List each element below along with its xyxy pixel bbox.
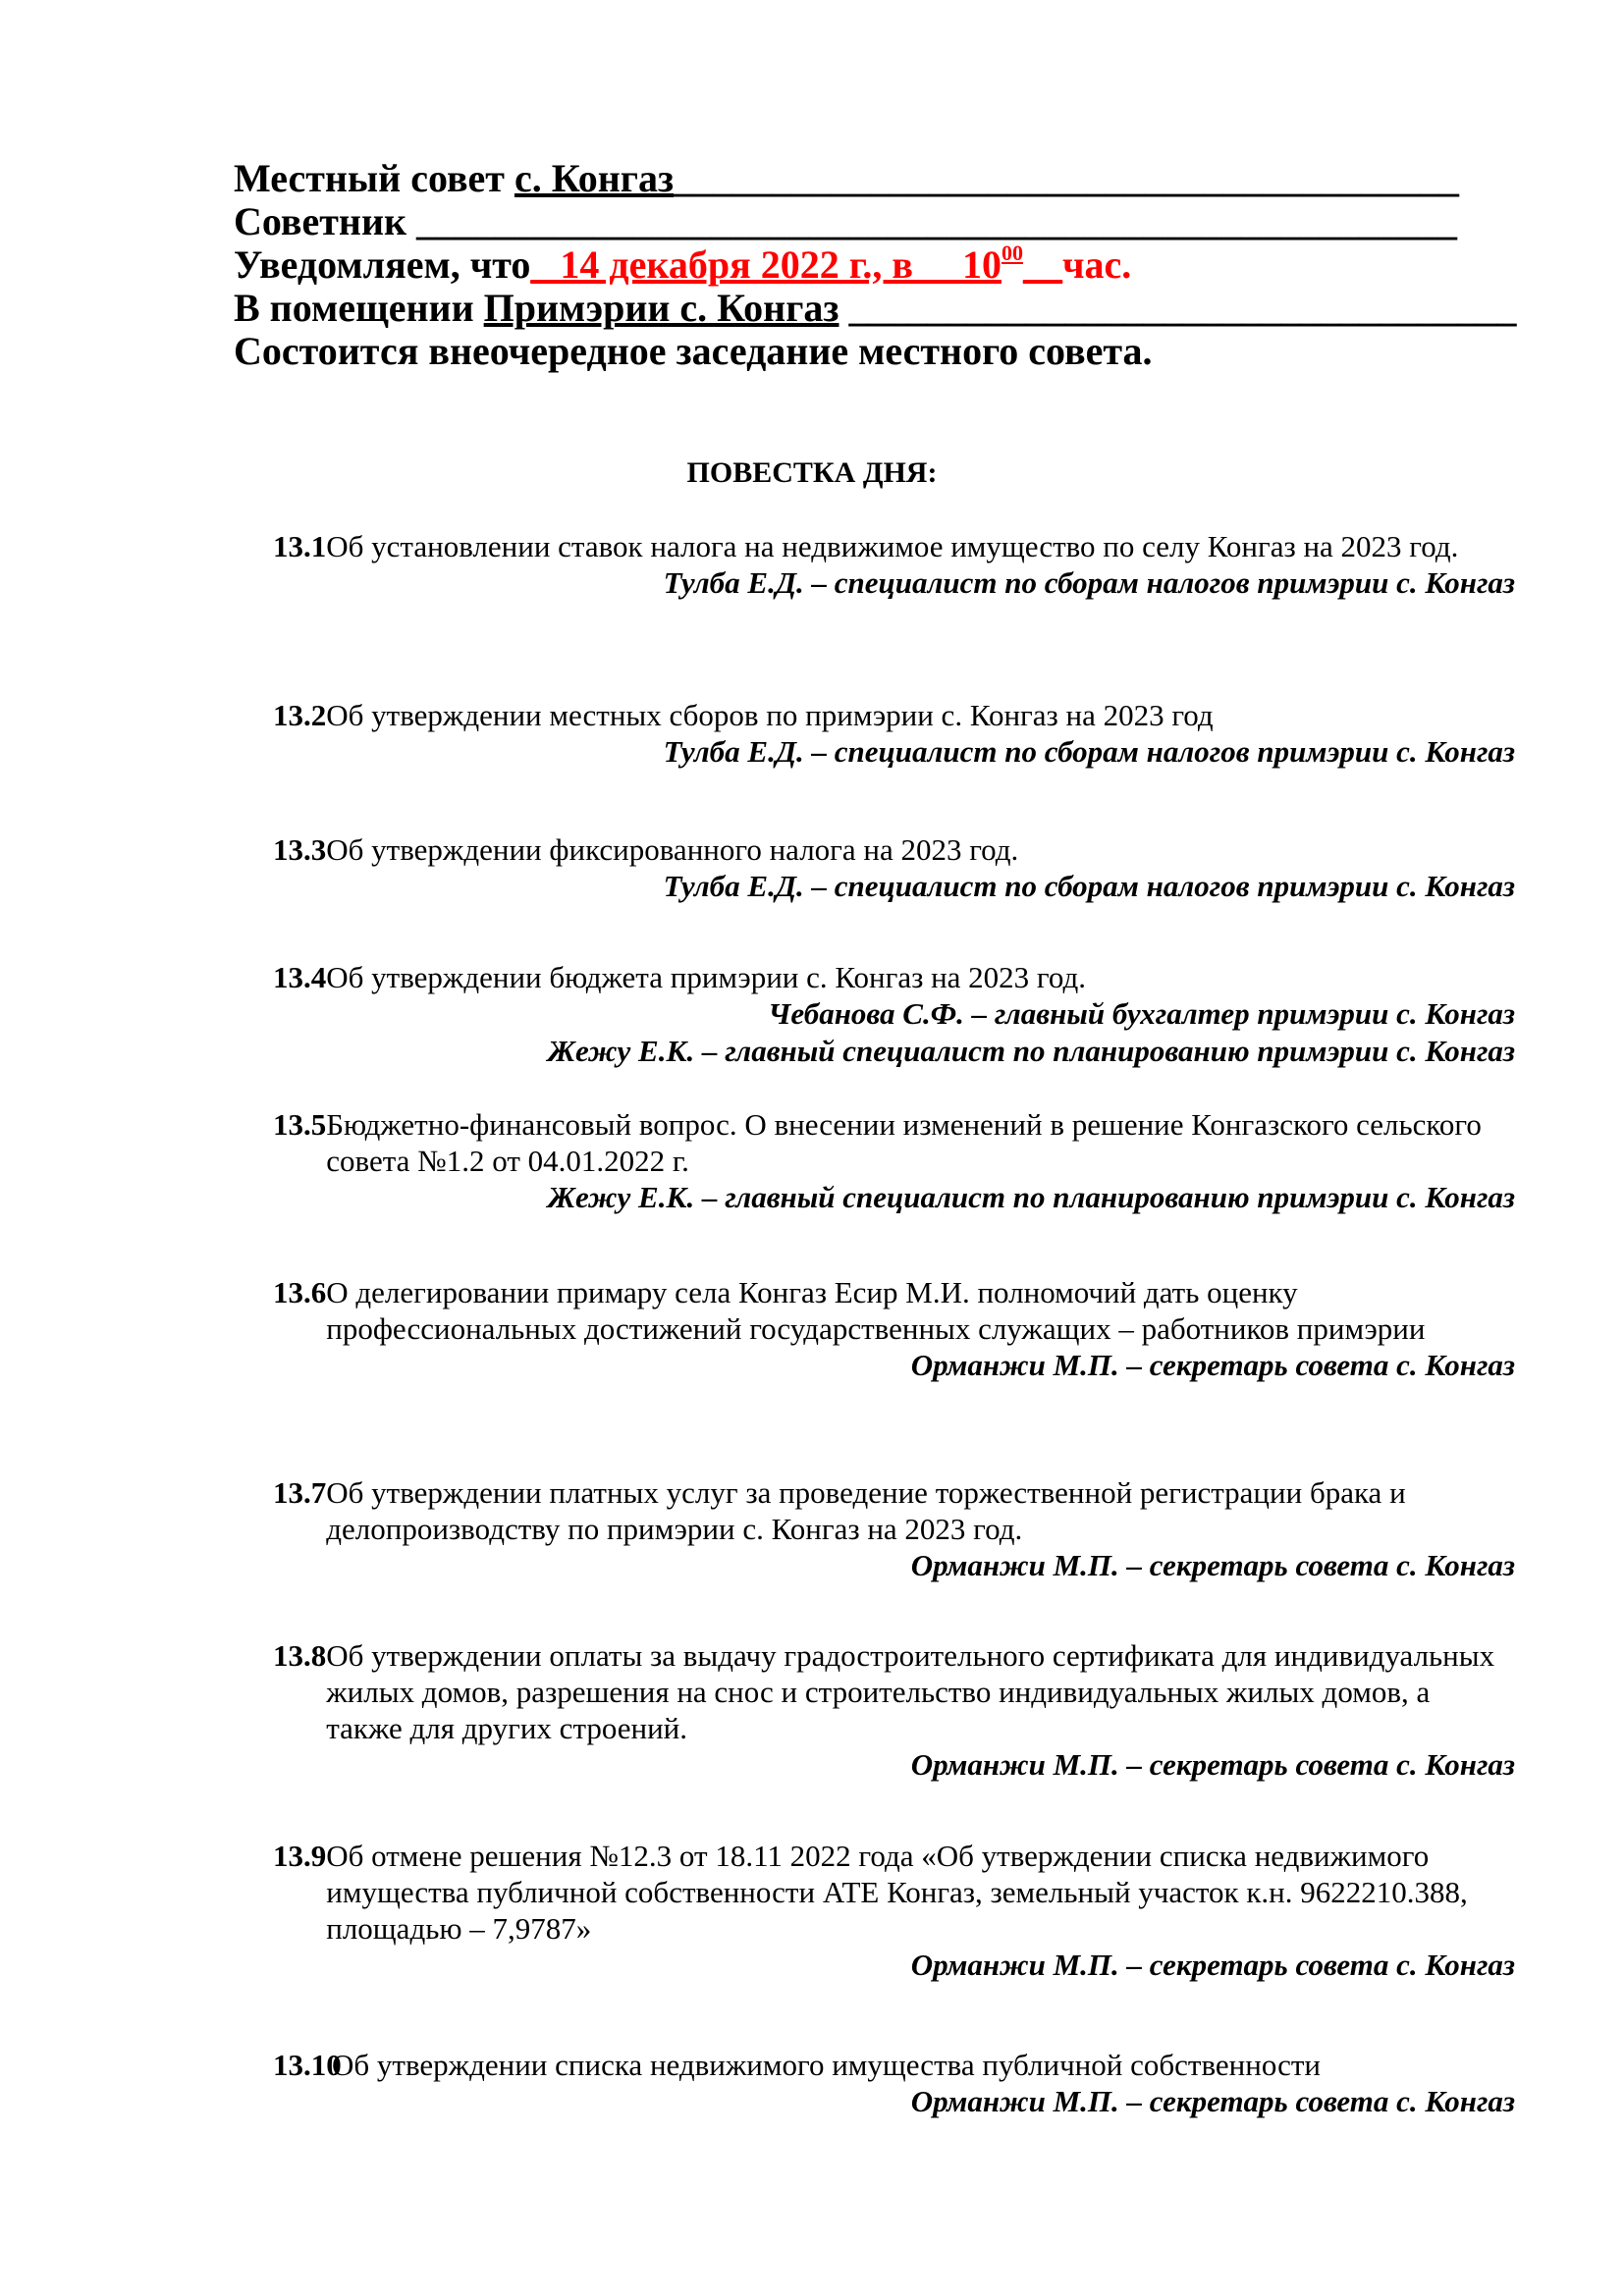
agenda-item [273,831,1515,905]
agenda-item-number: 13.8 [273,1638,327,1673]
agenda-item-text: Об утверждении местных сборов по примэрии с. Конгаз на 2023 год [326,698,1214,732]
notice-header [234,157,1530,373]
agenda-item-text: Бюджетно-финансовый вопрос. О внесении изменений в решение Конгазского сельского совета №1.2 от 04.01.2022 г. [326,1107,1482,1178]
place-label: В помещении [234,286,484,330]
agenda-item [273,2047,1515,2120]
agenda-item-text: Об утверждении оплаты за выдачу градостроительного сертификата для индивидуальных жилых домов, разрешения на снос и строительство индивидуальных жилых домов, а также для других строений. [326,1638,1495,1745]
agenda-item-text: Об утверждении бюджета примэрии с. Конгаз на 2023 год. [326,960,1087,994]
meeting-place: Примэрии с. Конгаз [483,286,839,330]
agenda-item-text: Об отмене решения №12.3 от 18.11 2022 года «Об утверждении списка недвижимого имущества публичной собственности АТЕ Конгаз, земельный участок к.н. 9622210.388, площадью – 7,9787» [326,1839,1468,1946]
agenda-item-responsible: Жежу Е.К. – главный специалист по планированию примэрии с. Конгаз [547,1180,1515,1214]
agenda-item-number: 13.7 [273,1475,327,1510]
agenda-item-number: 13.1 [273,529,327,563]
header-council-line [234,157,1530,200]
agenda-item-responsible: Орманжи М.П. – секретарь совета с. Конгаз [910,1948,1515,1982]
agenda-item-responsible: Орманжи М.П. – секретарь совета с. Конгаз [910,2084,1515,2118]
agenda-item-text: Об утверждении платных услуг за проведение торжественной регистрации брака и делопроизводству по примэрии с. Конгаз на 2023 год. [326,1475,1406,1546]
meeting-date: _ 14 декабря 2022 г., в [530,242,923,287]
agenda-item [273,528,1515,602]
agenda-item-number: 13.2 [273,698,327,732]
header-date-line [234,240,1530,287]
village-name: с. Конгаз [514,156,675,200]
agenda-item-number: 13.4 [273,960,327,994]
agenda-item-text: Об утверждении фиксированного налога на 2023 год. [326,832,1019,867]
agenda-item [273,1106,1515,1216]
agenda-item-text: О делегировании примару села Конгаз Есир М.И. полномочий дать оценку профессиональных достижений государственных служащих – работников примэрии [326,1275,1426,1346]
notify-label: Уведомляем, что [234,242,531,287]
agenda-item [273,1838,1515,1984]
agenda-item-responsible: Тулба Е.Д. – специалист по сборам налогов примэрии с. Конгаз [663,734,1515,769]
agenda-title: ПОВЕСТКА ДНЯ: [686,456,938,489]
header-place-line [234,287,1530,330]
meeting-hour-unit: час. [1061,242,1132,287]
meeting-time-fill: __ [1022,242,1062,287]
agenda-item [273,1474,1515,1584]
agenda-item-text: Об установлении ставок налога на недвижимое имущество по селу Конгаз на 2023 год. [326,529,1459,563]
agenda-item-responsible: Тулба Е.Д. – специалист по сборам налогов примэрии с. Конгаз [663,869,1515,903]
header-session-line: Состоится внеочередное заседание местного совета. [234,329,1153,373]
agenda-item-number: 13.6 [273,1275,327,1309]
agenda-item [273,1637,1515,1784]
place-fill-line: __________________________________ [839,286,1517,330]
agenda-item-responsible: Орманжи М.П. – секретарь совета с. Конгаз [910,1747,1515,1782]
agenda-item [273,1274,1515,1384]
agenda-item-text: Об утверждении списка недвижимого имущества публичной собственности [332,2048,1322,2082]
meeting-minutes: 00 [1001,240,1023,265]
meeting-hour: __10 [922,242,1001,287]
agenda-item-number: 13.5 [273,1107,327,1142]
council-fill-line: ________________________________________ [674,156,1460,200]
council-label: Местный совет [234,156,514,200]
agenda-item-responsible: Орманжи М.П. – секретарь совета с. Конгаз [910,1348,1515,1382]
agenda-item-responsible: Тулба Е.Д. – специалист по сборам налогов примэрии с. Конгаз [663,565,1515,600]
councillor-label: Советник [234,199,417,243]
agenda-item-number: 13.9 [273,1839,327,1873]
agenda-item-responsible: Жежу Е.К. – главный специалист по планированию примэрии с. Конгаз [547,1034,1515,1068]
agenda-item-number: 13.10 [273,2048,342,2082]
agenda-item-responsible: Чебанова С.Ф. – главный бухгалтер примэрии с. Конгаз [768,996,1515,1031]
agenda-item [273,697,1515,771]
agenda-item [273,959,1515,1070]
agenda-item-responsible: Орманжи М.П. – секретарь совета с. Конгаз [910,1548,1515,1582]
agenda-item-number: 13.3 [273,832,327,867]
header-councillor-line [234,200,1530,243]
councillor-fill-line: _____________________________________________________ [416,199,1458,243]
